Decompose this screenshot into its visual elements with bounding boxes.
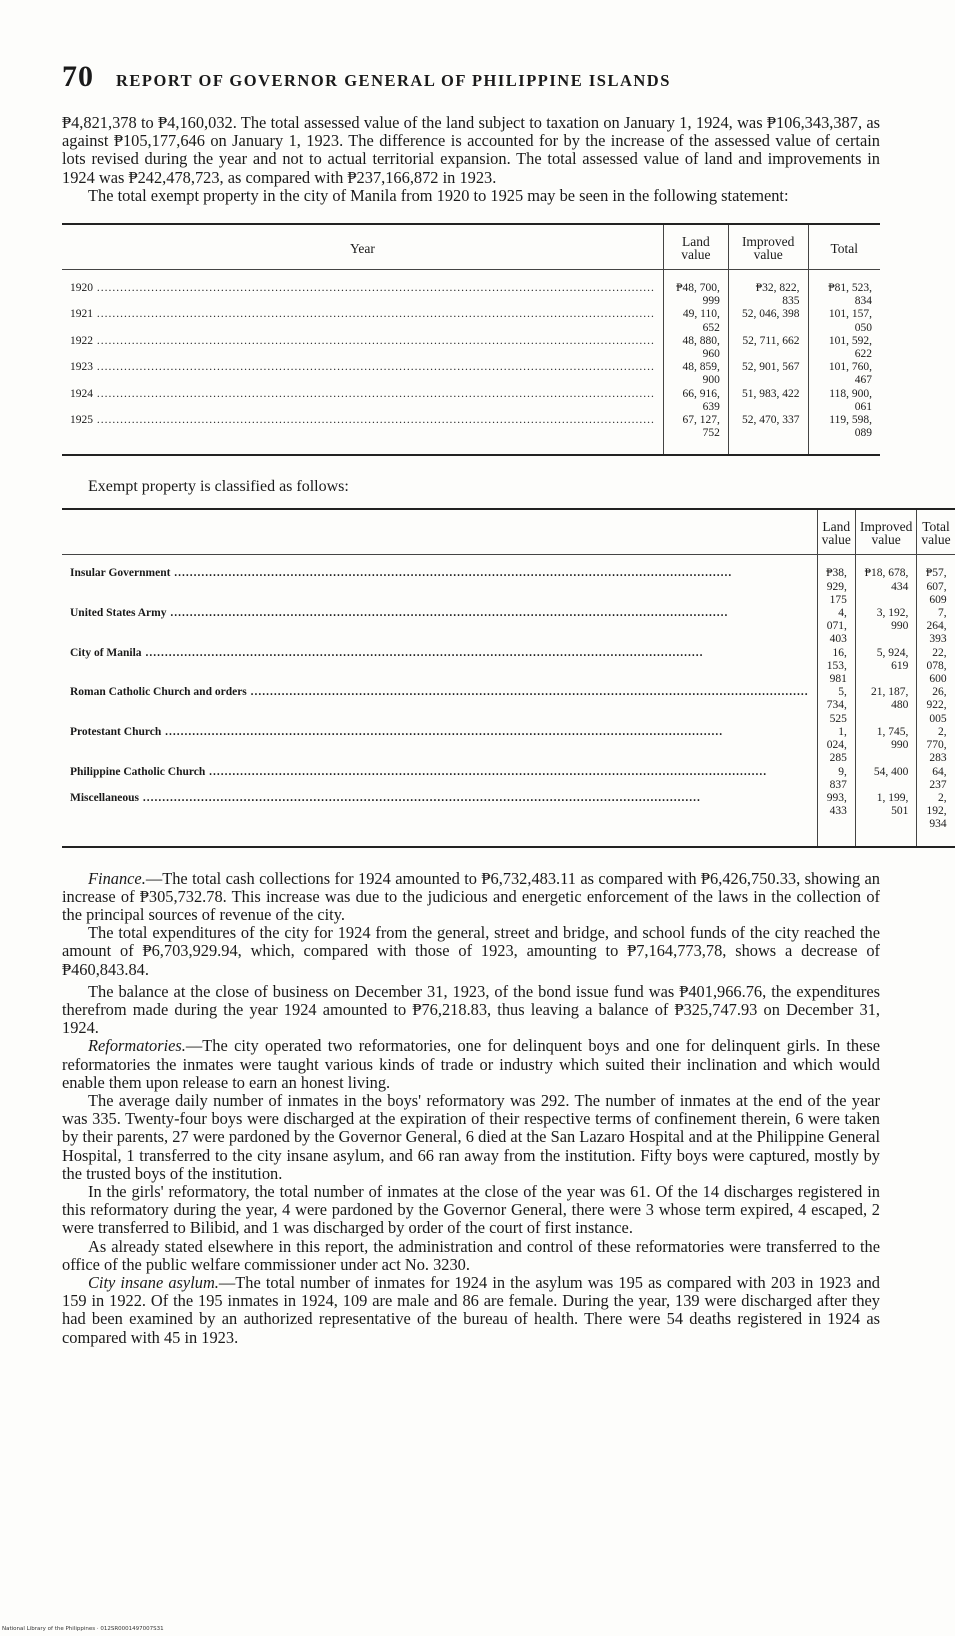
table-row: Insular Government ..... ₱38, 929, 175 ₱18, 678, 434 ₱57, 607, 609 xyxy=(62,555,955,607)
paragraph-boys-reformatory: The average daily number of inmates in the boys' reformatory was 292. The number of inmates at the end of the year was 335. Twenty-four boys were discharged at the expiration of their respective terms of confinement therein, 6 were taken by their parents, 27 were pardoned by the Governor General, 6 died at the San Lazaro Hospital and at the Philippine General Hospital, 1 transferred to the city insane asylum, and 66 ran away from the institution. Fifty boys were captured, mostly by the trusted boys of the institution. xyxy=(62,1090,880,1183)
section-heading-reformatories: Reformatories. xyxy=(88,1036,186,1056)
table-row: Roman Catholic Church and orders ..... 5, 734, 525 21, 187, 480 26, 922, 005 xyxy=(62,686,955,726)
table-row: 1922 ..... 48, 880, 960 52, 711, 662 101, 592, 622 xyxy=(62,335,880,361)
table-row: 1924 ..... 66, 916, 639 51, 983, 422 118, 900, 061 xyxy=(62,388,880,414)
table-row: 1920 ..... ₱48, 700, 999 ₱32, 822, 835 ₱81, 523, 834 xyxy=(62,270,880,309)
paragraph-finance: Finance.—The total cash collections for 1924 amounted to ₱6,732,483.11 as compared with ₱6,426,750.33, showing an increase of ₱305,732.78. This increase was due to the judicious and energetic enforcement of the laws in the collection of the principal sources of revenue of the city. xyxy=(62,868,880,924)
table-row: Protestant Church ..... 1, 024, 285 1, 745, 990 2, 770, 283 xyxy=(62,726,955,766)
running-head: REPORT OF GOVERNOR GENERAL OF PHILIPPINE ISLANDS xyxy=(116,71,671,90)
paragraph-assessed-value: ₱4,821,378 to ₱4,160,032. The total assessed value of the land subject to taxation on January 1, 1924, was ₱106,343,387, as against ₱105,177,646 on January 1, 1923. The difference is accounted for by the increase of the assessed value of certain lots revised during the year and not to actual territorial expansion. The total assessed value of land and improvements in 1924 was ₱242,478,723, as compared with ₱237,166,872 in 1923. xyxy=(62,113,880,187)
table-row: Miscellaneous ..... 993, 433 1, 199, 501 2, 192, 934 xyxy=(62,792,955,847)
section-heading-asylum: City insane asylum. xyxy=(88,1272,219,1292)
page-number: 70 xyxy=(62,60,94,93)
paragraph-administration: As already stated elsewhere in this report, the administration and control of these reformatories were transferred to the office of the public welfare commissioner under act No. 3230. xyxy=(62,1236,880,1274)
table-row: 1923 ..... 48, 859, 900 52, 901, 567 101, 760, 467 xyxy=(62,361,880,387)
table-caption-classification: Exempt property is classified as follows: xyxy=(88,478,349,496)
page-content xyxy=(62,60,951,1347)
paragraph-girls-reformatory: In the girls' reformatory, the total number of inmates at the close of the year was 61. Of the 14 discharges registered in this reformatory during the year, 4 were pardoned by the Governor General, there were 3 whose term expired, 4 escaped, 2 were transferred to Bilibid, and 1 was discharged by order of the court of first instance. xyxy=(62,1181,880,1238)
paragraph-exempt-intro: The total exempt property in the city of Manila from 1920 to 1925 may be seen in the following statement: xyxy=(88,185,789,205)
table-row: 1925 ..... 67, 127, 752 52, 470, 337 119, 598, 089 xyxy=(62,414,880,455)
table-row: United States Army ..... 4, 071, 403 3, 192, 990 7, 264, 393 xyxy=(62,607,955,647)
paragraph-insane-asylum: City insane asylum.—The total number of inmates for 1924 in the asylum was 195 as compared with 203 in 1923 and 159 in 1922. Of the 195 inmates in 1924, 109 are male and 86 are female. During the year, 139 were discharged after they had been examined by an authorized representative of the bureau of health. There were 54 deaths registered in 1924 as compared with 45 in 1923. xyxy=(62,1272,881,1347)
exempt-property-by-year-table xyxy=(62,223,880,456)
column-header-improved-value: Improved value xyxy=(855,509,916,555)
page-header xyxy=(62,60,880,100)
column-header-improved-value: Improved value xyxy=(728,224,808,270)
column-header-land-value: Land value xyxy=(817,509,855,555)
column-header-owner xyxy=(62,509,817,555)
table-row: Philippine Catholic Church ..... 9, 837 54, 400 64, 237 xyxy=(62,766,955,792)
column-header-land-value: Land value xyxy=(663,224,728,270)
column-header-total: Total xyxy=(808,224,880,270)
paragraph-expenditures: The total expenditures of the city for 1924 from the general, street and bridge, and school funds of the city reached the amount of ₱6,703,929.94, which, compared with those of 1923, amounting to ₱7,164,773,78, shows a decrease of ₱460,843.84. xyxy=(62,923,880,979)
column-header-total-value: Total value xyxy=(917,509,955,555)
exempt-property-classification-table xyxy=(62,508,955,847)
paragraph-bond-balance: The balance at the close of business on December 31, 1923, of the bond issue fund was ₱401,966.76, the expenditures therefrom made during the year 1924 amounted to ₱76,218.83, thus leaving a balance of ₱325,747.93 on December 31, 1924. xyxy=(62,981,880,1038)
paragraph-reformatories: Reformatories.—The city operated two reformatories, one for delinquent boys and one for delinquent girls. In these reformatories the inmates were taught various kinds of trade or industry which suited their inclination and which would enable them upon release to earn an honest living. xyxy=(62,1036,880,1092)
table-row: 1921 ..... 49, 110, 652 52, 046, 398 101, 157, 050 xyxy=(62,308,880,334)
scan-footer: National Library of the Philippines · 012SR0001497007S31 xyxy=(2,1626,164,1632)
table-row: City of Manila ..... 16, 153, 981 5, 924, 619 22, 078, 600 xyxy=(62,647,955,687)
section-heading-finance: Finance. xyxy=(88,868,146,888)
column-header-year: Year xyxy=(62,224,663,270)
